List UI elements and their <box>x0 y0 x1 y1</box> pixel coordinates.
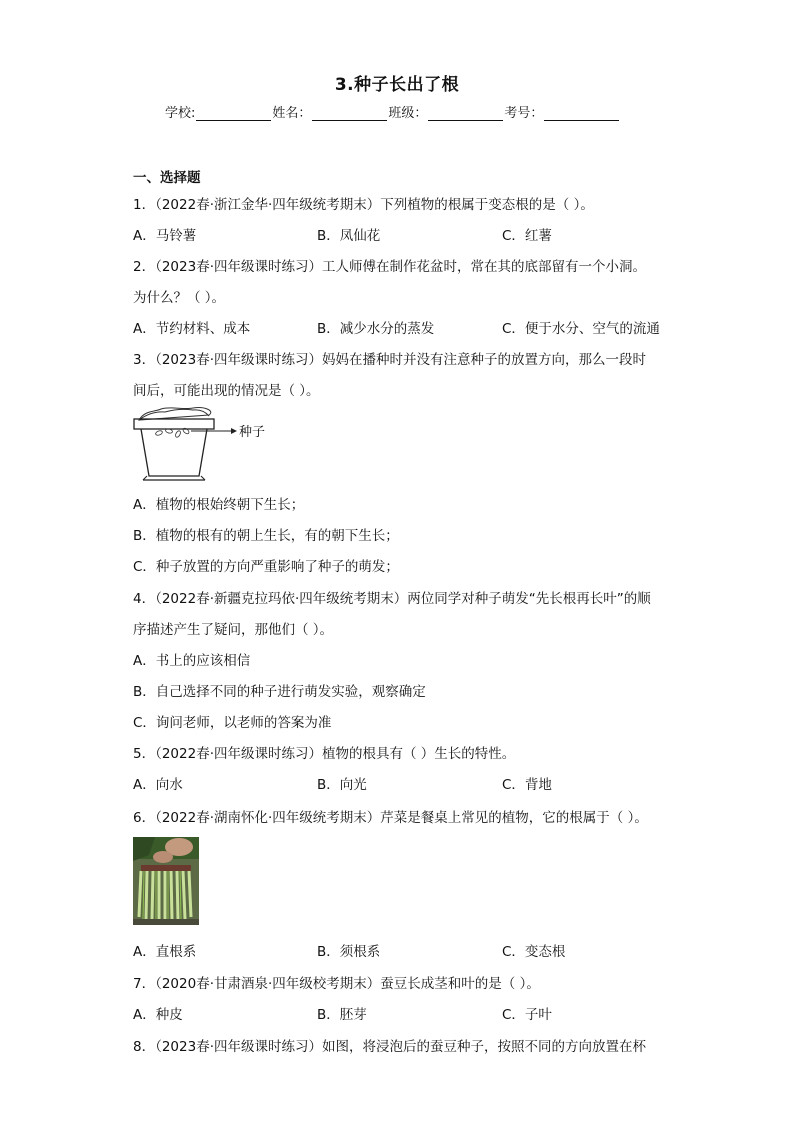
q4-option-a: A．书上的应该相信 <box>133 653 251 669</box>
exam-number-label: 考号： <box>504 106 544 121</box>
class-blank[interactable] <box>428 106 503 121</box>
q4-option-b: B．自己选择不同的种子进行萌发实验，观察确定 <box>133 684 426 700</box>
q3-option-c: C．种子放置的方向严重影响了种子的萌发； <box>133 559 399 575</box>
celery-photo <box>133 837 199 925</box>
name-label: 姓名： <box>272 106 312 121</box>
q3-stem-line2: 间后，可能出现的情况是（ ）。 <box>133 383 320 399</box>
q1-option-c: C．红薯 <box>502 228 552 244</box>
q2-option-a: A．节约材料、成本 <box>133 321 251 337</box>
q7-option-a: A．种皮 <box>133 1007 183 1023</box>
q8-stem-line1: 8．（2023春·四年级课时练习）如图，将浸泡后的蚕豆种子，按照不同的方向放置在杯 <box>133 1039 646 1055</box>
q5-option-a: A．向水 <box>133 777 183 793</box>
page-title: 3.种子长出了根 <box>334 75 460 95</box>
q3-option-a: A．植物的根始终朝下生长； <box>133 497 305 513</box>
q7-option-c: C．子叶 <box>502 1007 552 1023</box>
q7-stem: 7．（2020春·甘肃酒泉·四年级校考期末）蚕豆长成茎和叶的是（ ）。 <box>133 976 540 992</box>
exam-number-blank[interactable] <box>544 106 619 121</box>
flower-pot-seed-figure <box>131 406 281 488</box>
q2-option-b: B．减少水分的蒸发 <box>317 321 435 337</box>
q3-option-b: B．植物的根有的朝上生长，有的朝下生长； <box>133 528 399 544</box>
school-blank[interactable] <box>196 106 271 121</box>
q6-option-c: C．变态根 <box>502 944 566 960</box>
section-heading: 一、选择题 <box>133 170 201 186</box>
q7-option-b: B．胚芽 <box>317 1007 367 1023</box>
q2-stem-line1: 2．（2023春·四年级课时练习）工人师傅在制作花盆时，常在其的底部留有一个小洞。 <box>133 259 646 275</box>
q3-stem-line1: 3．（2023春·四年级课时练习）妈妈在播种时并没有注意种子的放置方向，那么一段时 <box>133 352 646 368</box>
q5-option-c: C．背地 <box>502 777 552 793</box>
q6-option-b: B．须根系 <box>317 944 381 960</box>
seed-3 <box>175 430 182 438</box>
school-label: 学校: <box>165 106 196 121</box>
q1-option-b: B．凤仙花 <box>317 228 381 244</box>
pot-body <box>141 429 207 476</box>
q1-stem: 1．（2022春·浙江金华·四年级统考期末）下列植物的根属于变态根的是（ ）。 <box>133 197 594 213</box>
seed-1 <box>155 430 163 436</box>
q6-option-a: A．直根系 <box>133 944 197 960</box>
seed-label: 种子 <box>239 425 266 440</box>
q5-stem: 5．（2022春·四年级课时练习）植物的根具有（ ）生长的特性。 <box>133 746 516 762</box>
name-blank[interactable] <box>312 106 387 121</box>
q2-option-c: C．便于水分、空气的流通 <box>502 321 660 337</box>
q4-option-c: C．询问老师，以老师的答案为准 <box>133 715 332 731</box>
student-info-row <box>165 102 620 121</box>
q4-stem-line2: 序描述产生了疑问，那他们（ ）。 <box>133 622 334 638</box>
q1-option-a: A．马铃薯 <box>133 228 197 244</box>
q5-option-b: B．向光 <box>317 777 367 793</box>
class-label: 班级： <box>388 106 428 121</box>
q2-stem-line2: 为什么？（ ）。 <box>133 290 226 306</box>
pot-rim <box>134 419 214 429</box>
q6-stem: 6．（2022春·湖南怀化·四年级统考期末）芹菜是餐桌上常见的植物，它的根属于（ ）。 <box>133 810 648 826</box>
q4-stem-line1: 4．（2022春·新疆克拉玛依·四年级统考期末）两位同学对种子萌发“先长根再长叶”的顺 <box>133 591 651 607</box>
